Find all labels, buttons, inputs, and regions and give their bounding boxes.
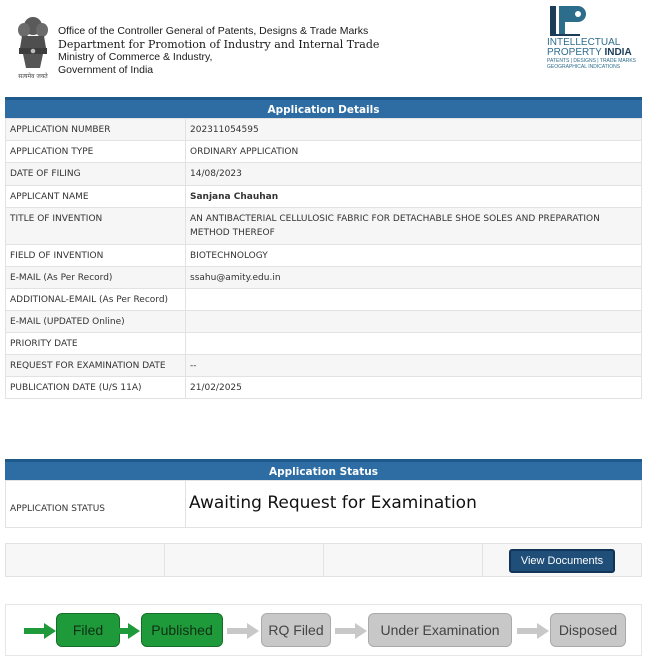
row-value: BIOTECHNOLOGY bbox=[186, 245, 642, 267]
row-label: FIELD OF INVENTION bbox=[6, 245, 186, 267]
arrow-right-icon bbox=[24, 623, 56, 639]
row-value: AN ANTIBACTERIAL CELLULOSIC FABRIC FOR DETACHABLE SHOE SOLES AND PREPARATION METHOD THEREOF bbox=[186, 208, 642, 245]
table-row bbox=[6, 141, 642, 163]
table-row bbox=[6, 481, 642, 528]
status-label: APPLICATION STATUS bbox=[6, 481, 186, 528]
ip-india-title bbox=[547, 38, 632, 58]
row-value bbox=[186, 333, 642, 355]
documents-cell bbox=[483, 544, 641, 576]
office-line-3: Ministry of Commerce & Industry, bbox=[58, 51, 213, 63]
office-line-1: Office of the Controller General of Patents, Designs & Trade Marks bbox=[58, 25, 369, 37]
applicant-name: Sanjana Chauhan bbox=[186, 186, 642, 208]
office-line-2: Department for Promotion of Industry and Internal Trade bbox=[58, 38, 380, 51]
step-filed: Filed bbox=[56, 613, 120, 647]
documents-cell bbox=[324, 544, 483, 576]
table-row bbox=[6, 267, 642, 289]
ip-india-line1: INTELLECTUAL bbox=[547, 37, 621, 48]
row-label: APPLICATION NUMBER bbox=[6, 119, 186, 141]
application-details-header: Application Details bbox=[5, 97, 642, 118]
row-value: 21/02/2025 bbox=[186, 377, 642, 399]
row-label: PUBLICATION DATE (U/S 11A) bbox=[6, 377, 186, 399]
row-label: E-MAIL (As Per Record) bbox=[6, 267, 186, 289]
arrow-right-icon bbox=[227, 623, 259, 639]
page-header bbox=[0, 0, 650, 96]
ip-india-line2b: INDIA bbox=[604, 47, 632, 58]
table-row bbox=[6, 119, 642, 141]
row-label: APPLICANT NAME bbox=[6, 186, 186, 208]
row-value: ssahu@amity.edu.in bbox=[186, 267, 642, 289]
table-row bbox=[6, 289, 642, 311]
row-label: TITLE OF INVENTION bbox=[6, 208, 186, 245]
table-row bbox=[6, 208, 642, 245]
ip-india-sub2: GEOGRAPHICAL INDICATIONS bbox=[547, 63, 621, 70]
step-under-examination: Under Examination bbox=[368, 613, 512, 647]
ip-india-line2a: PROPERTY bbox=[547, 47, 602, 58]
documents-row bbox=[5, 543, 642, 577]
row-value: -- bbox=[186, 355, 642, 377]
row-value bbox=[186, 289, 642, 311]
table-row bbox=[6, 333, 642, 355]
arrow-right-icon bbox=[517, 623, 549, 639]
row-label: APPLICATION TYPE bbox=[6, 141, 186, 163]
application-progress-tracker bbox=[5, 604, 642, 656]
step-disposed: Disposed bbox=[550, 613, 626, 647]
ip-india-logo[interactable] bbox=[545, 4, 647, 76]
row-value bbox=[186, 311, 642, 333]
step-published: Published bbox=[141, 613, 223, 647]
ip-india-mark-icon bbox=[548, 4, 588, 38]
row-label: E-MAIL (UPDATED Online) bbox=[6, 311, 186, 333]
table-row bbox=[6, 163, 642, 186]
office-line-4: Government of India bbox=[58, 64, 154, 76]
arrow-right-icon bbox=[108, 623, 140, 639]
row-label: PRIORITY DATE bbox=[6, 333, 186, 355]
row-value: 14/08/2023 bbox=[186, 163, 642, 186]
row-label: DATE OF FILING bbox=[6, 163, 186, 186]
status-value: Awaiting Request for Examination bbox=[186, 481, 642, 528]
step-rq-filed: RQ Filed bbox=[261, 613, 331, 647]
row-label: ADDITIONAL-EMAIL (As Per Record) bbox=[6, 289, 186, 311]
ip-india-sub1: PATENTS | DESIGNS | TRADE MARKS bbox=[547, 58, 637, 64]
application-details-table bbox=[5, 118, 642, 399]
application-status-table bbox=[5, 480, 642, 528]
application-status-header: Application Status bbox=[5, 459, 642, 480]
ip-india-subtitle bbox=[547, 59, 636, 70]
arrow-right-icon bbox=[335, 623, 367, 639]
table-row bbox=[6, 245, 642, 267]
documents-cell bbox=[6, 544, 165, 576]
row-value: ORDINARY APPLICATION bbox=[186, 141, 642, 163]
table-row bbox=[6, 186, 642, 208]
table-row bbox=[6, 355, 642, 377]
emblem-caption: सत्यमेव जयते bbox=[18, 73, 48, 80]
view-documents-button[interactable]: View Documents bbox=[509, 549, 615, 573]
office-name bbox=[58, 25, 379, 77]
table-row bbox=[6, 311, 642, 333]
row-label: REQUEST FOR EXAMINATION DATE bbox=[6, 355, 186, 377]
row-value: 202311054595 bbox=[186, 119, 642, 141]
table-row bbox=[6, 377, 642, 399]
documents-cell bbox=[165, 544, 324, 576]
